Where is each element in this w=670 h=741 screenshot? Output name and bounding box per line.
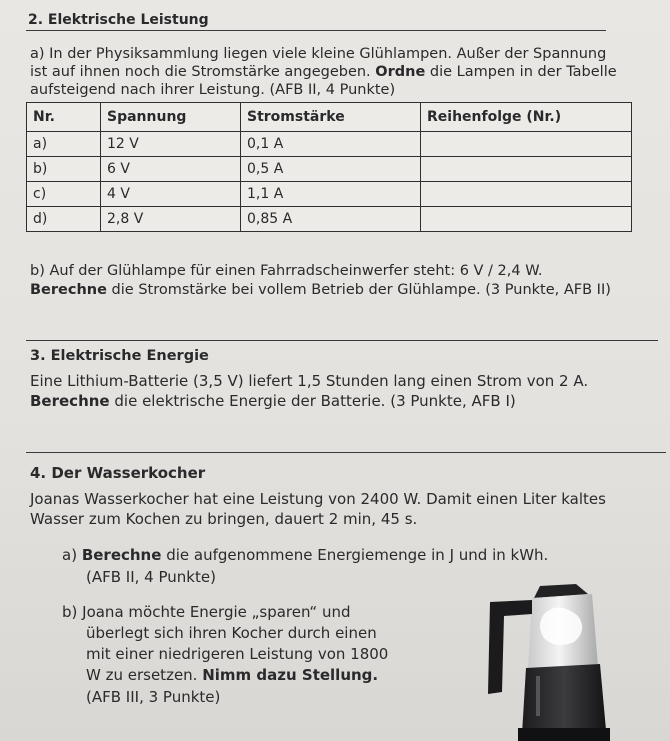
cell-reihenfolge[interactable] [421,207,632,232]
task-2b-line1: b) Auf der Glühlampe für einen Fahrradscheinwerfer steht: 6 V / 2,4 W. [30,263,543,279]
kettle-image [448,580,648,741]
cell-reihenfolge[interactable] [421,157,632,182]
task-4a-line1: a) Berechne die aufgenommene Energiemenge in J und in kWh. [62,546,549,564]
section-2-rule [26,30,606,31]
task-4a-keyword: Berechne [81,546,162,564]
task-4b-line2: überlegt sich ihren Kocher durch einen [86,624,377,642]
section-3-rule [26,340,658,341]
column-header: Stromstärke [241,103,421,132]
task-4a-line2: (AFB II, 4 Punkte) [86,568,216,586]
cell-spannung: 4 V [101,182,241,207]
table-row [27,132,632,157]
task-2a-line2: ist auf ihnen noch die Stromstärke angegeben. Ordne die Lampen in der Tabelle [30,64,617,80]
task-4b-line4: W zu ersetzen. Nimm dazu Stellung. [86,666,379,684]
section-4-rule [26,452,666,453]
cell-reihenfolge[interactable] [421,182,632,207]
table-row [27,157,632,182]
task-2b-line2: Berechne die Stromstärke bei vollem Betrieb der Glühlampe. (3 Punkte, AFB II) [30,282,611,298]
task-4b-line3: mit einer niedrigeren Leistung von 1800 [86,645,389,663]
cell-spannung: 6 V [101,157,241,182]
task-4b-keyword: Nimm dazu Stellung. [202,666,379,684]
task-4b-line5: (AFB III, 3 Punkte) [86,688,221,706]
task-2b-keyword: Berechne [30,282,107,298]
task-4b-line1: b) Joana möchte Energie „sparen“ und [62,603,351,621]
cell-nr: c) [27,182,101,207]
cell-stromstaerke: 0,85 A [241,207,421,232]
kettle-base [522,664,606,734]
kettle-base-ring [518,728,610,741]
lamp-table [26,102,632,232]
column-header: Reihenfolge (Nr.) [421,103,632,132]
table-row [27,182,632,207]
section-4-intro2: Wasser zum Kochen zu bringen, dauert 2 min, 45 s. [30,510,418,528]
section-2-heading: 2. Elektrische Leistung [28,12,209,28]
cell-reihenfolge[interactable] [421,132,632,157]
cell-stromstaerke: 1,1 A [241,182,421,207]
task-2a-keyword: Ordne [375,64,426,80]
cell-nr: d) [27,207,101,232]
cell-nr: b) [27,157,101,182]
cell-stromstaerke: 0,1 A [241,132,421,157]
table-row [27,207,632,232]
section-3-heading: 3. Elektrische Energie [30,348,209,364]
table-header-row [27,103,632,132]
section-3-line1: Eine Lithium-Batterie (3,5 V) liefert 1,5 Stunden lang einen Strom von 2 A. [30,372,589,390]
column-header: Nr. [27,103,101,132]
cell-stromstaerke: 0,5 A [241,157,421,182]
task-2a-line3: aufsteigend nach ihrer Leistung. (AFB II, 4 Punkte) [30,82,396,98]
cell-nr: a) [27,132,101,157]
kettle-highlight [536,676,540,716]
cell-spannung: 2,8 V [101,207,241,232]
cell-spannung: 12 V [101,132,241,157]
column-header: Spannung [101,103,241,132]
section-4-heading: 4. Der Wasserkocher [30,464,206,482]
section-3-line2: Berechne die elektrische Energie der Batterie. (3 Punkte, AFB I) [30,392,516,410]
section-4-intro1: Joanas Wasserkocher hat eine Leistung von 2400 W. Damit einen Liter kaltes [30,490,606,508]
task-2a-line1: a) In der Physiksammlung liegen viele kleine Glühlampen. Außer der Spannung [30,46,607,62]
section-3-keyword: Berechne [30,392,110,410]
